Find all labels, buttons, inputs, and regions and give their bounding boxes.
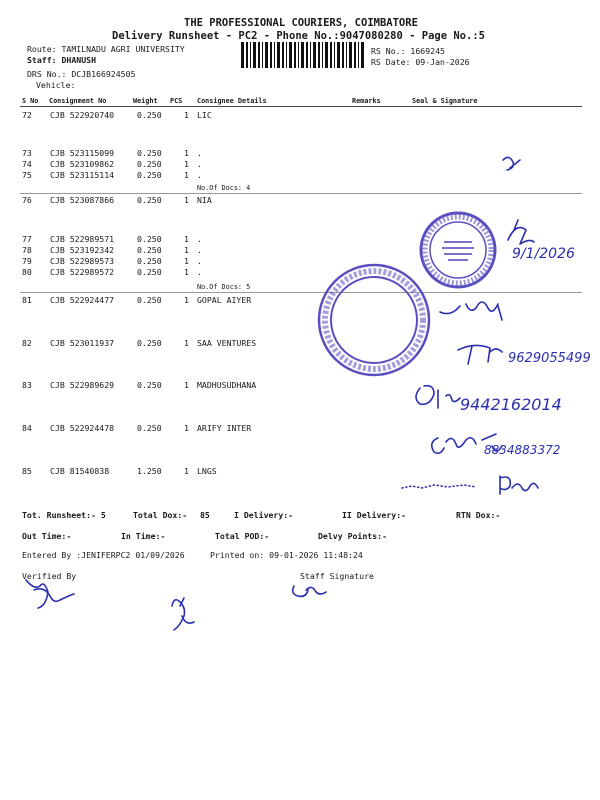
cell-weight: 0.250 <box>137 245 162 255</box>
cell-sno: 78 <box>22 245 32 255</box>
cell-consignee: LIC <box>197 110 212 120</box>
cell-consignee: LNGS <box>197 466 217 476</box>
cell-consignment: CJB 522989629 <box>50 380 115 390</box>
verifier-initials <box>172 598 194 630</box>
cell-pcs: 1 <box>184 338 189 348</box>
signature-mark <box>440 302 502 320</box>
cell-consignment: CJB 81540838 <box>50 466 110 476</box>
company-title: THE PROFESSIONAL COURIERS, COIMBATORE <box>184 17 418 29</box>
signature-mark <box>500 476 538 494</box>
cell-weight: 0.250 <box>137 170 162 180</box>
handwritten-date: 9/1/2026 <box>512 246 575 262</box>
cell-consignee: . <box>197 148 202 158</box>
drs-label: DRS No.: DCJB166924505 <box>27 69 136 79</box>
cell-weight: 1.250 <box>137 466 162 476</box>
cell-consignee: . <box>197 267 202 277</box>
cell-consignee: GOPAL AIYER <box>197 295 252 305</box>
ii-delivery: II Delivery:- <box>342 510 407 520</box>
cell-pcs: 1 <box>184 170 189 180</box>
cell-weight: 0.250 <box>137 256 162 266</box>
cell-consignee: . <box>197 256 202 266</box>
cell-pcs: 1 <box>184 380 189 390</box>
docs-note-2: No.Of Docs: 5 <box>197 283 251 291</box>
cell-sno: 83 <box>22 380 32 390</box>
cell-weight: 0.250 <box>137 148 162 158</box>
delvy-points: Delvy Points:- <box>318 531 388 541</box>
cell-consignment: CJB 523192342 <box>50 245 115 255</box>
total-dox-value: 85 <box>200 510 210 520</box>
signature-mark <box>508 220 534 244</box>
cell-weight: 0.250 <box>137 159 162 169</box>
cell-sno: 76 <box>22 195 32 205</box>
col-pcs: PCS <box>170 97 183 105</box>
docs-note-1: No.Of Docs: 4 <box>197 184 251 192</box>
handwritten-phone: 9442162014 <box>460 395 562 414</box>
col-consignee: Consignee Details <box>197 97 267 105</box>
rtn-dox: RTN Dox:- <box>456 510 501 520</box>
total-runsheet: Tot. Runsheet:- 5 <box>22 510 106 520</box>
handwritten-phone: 8834883372 <box>484 443 561 457</box>
cell-consignee: NIA <box>197 195 212 205</box>
vehicle-label: Vehicle: <box>36 80 76 90</box>
cell-consignee: ARIFY INTER <box>197 423 252 433</box>
cell-sno: 72 <box>22 110 32 120</box>
cell-consignment: CJB 522924478 <box>50 423 115 433</box>
cell-sno: 73 <box>22 148 32 158</box>
cell-sno: 77 <box>22 234 32 244</box>
cell-sno: 75 <box>22 170 32 180</box>
staff-label: Staff: DHANUSH <box>27 55 97 65</box>
cell-pcs: 1 <box>184 295 189 305</box>
cell-weight: 0.250 <box>137 380 162 390</box>
route-label: Route: TAMILNADU AGRI UNIVERSITY <box>27 44 185 54</box>
cell-weight: 0.250 <box>137 110 162 120</box>
cell-consignee: MADHUSUDHANA <box>197 380 257 390</box>
cell-sno: 85 <box>22 466 32 476</box>
cell-sno: 82 <box>22 338 32 348</box>
cell-consignment: CJB 523011937 <box>50 338 115 348</box>
cell-weight: 0.250 <box>137 423 162 433</box>
cell-weight: 0.250 <box>137 295 162 305</box>
handwritten-phone: 9629055499 <box>508 351 591 366</box>
cell-weight: 0.250 <box>137 234 162 244</box>
cell-consignment: CJB 523109862 <box>50 159 115 169</box>
cell-sno: 80 <box>22 267 32 277</box>
col-remarks: Remarks <box>352 97 381 105</box>
signature-mark <box>503 157 520 170</box>
i-delivery: I Delivery:- <box>234 510 294 520</box>
staff-signature <box>293 586 326 596</box>
cell-sno: 84 <box>22 423 32 433</box>
cell-pcs: 1 <box>184 110 189 120</box>
col-consignment: Consignment No <box>49 97 107 105</box>
cell-pcs: 1 <box>184 195 189 205</box>
cell-pcs: 1 <box>184 267 189 277</box>
cell-consignment: CJB 523087866 <box>50 195 115 205</box>
cell-consignee: SAA VENTURES <box>197 338 257 348</box>
out-time: Out Time:- <box>22 531 72 541</box>
cell-consignment: CJB 522924477 <box>50 295 115 305</box>
signature-mark <box>416 386 460 408</box>
printed-on: Printed on: 09-01-2026 11:48:24 <box>210 550 363 560</box>
cell-consignment: CJB 523115114 <box>50 170 115 180</box>
cell-pcs: 1 <box>184 159 189 169</box>
cell-pcs: 1 <box>184 148 189 158</box>
cell-pcs: 1 <box>184 466 189 476</box>
in-time: In Time:- <box>121 531 166 541</box>
cell-pcs: 1 <box>184 256 189 266</box>
rs-number: RS No.: 1669245 <box>371 46 445 56</box>
verified-signature <box>26 580 74 608</box>
cell-sno: 81 <box>22 295 32 305</box>
cell-consignment: CJB 522920740 <box>50 110 115 120</box>
cell-sno: 74 <box>22 159 32 169</box>
signature-mark <box>458 345 502 364</box>
cell-consignee: . <box>197 170 202 180</box>
cell-consignment: CJB 522989571 <box>50 234 115 244</box>
cell-consignment: CJB 522989573 <box>50 256 115 266</box>
cell-pcs: 1 <box>184 423 189 433</box>
col-seal: Seal & Signature <box>412 97 478 105</box>
runsheet-subtitle: Delivery Runsheet - PC2 - Phone No.:9047080280 - Page No.:5 <box>112 30 485 42</box>
cell-pcs: 1 <box>184 245 189 255</box>
cell-weight: 0.250 <box>137 195 162 205</box>
cell-consignee: . <box>197 234 202 244</box>
cell-consignee: . <box>197 245 202 255</box>
total-dox-label: Total Dox:- <box>133 510 188 520</box>
cell-pcs: 1 <box>184 234 189 244</box>
col-weight: Weight <box>133 97 158 105</box>
cell-weight: 0.250 <box>137 267 162 277</box>
staff-signature-label: Staff Signature <box>300 571 374 581</box>
cell-consignment: CJB 523115099 <box>50 148 115 158</box>
signature-mark <box>402 485 476 488</box>
total-pod: Total POD:- <box>215 531 270 541</box>
cell-weight: 0.250 <box>137 338 162 348</box>
col-sno: S No <box>22 97 39 105</box>
cell-consignment: CJB 522989572 <box>50 267 115 277</box>
entered-by: Entered By :JENIFERPC2 01/09/2026 <box>22 550 185 560</box>
rs-date: RS Date: 09-Jan-2026 <box>371 57 470 67</box>
cell-sno: 79 <box>22 256 32 266</box>
cell-consignee: . <box>197 159 202 169</box>
verified-by-label: Verified By <box>22 571 77 581</box>
